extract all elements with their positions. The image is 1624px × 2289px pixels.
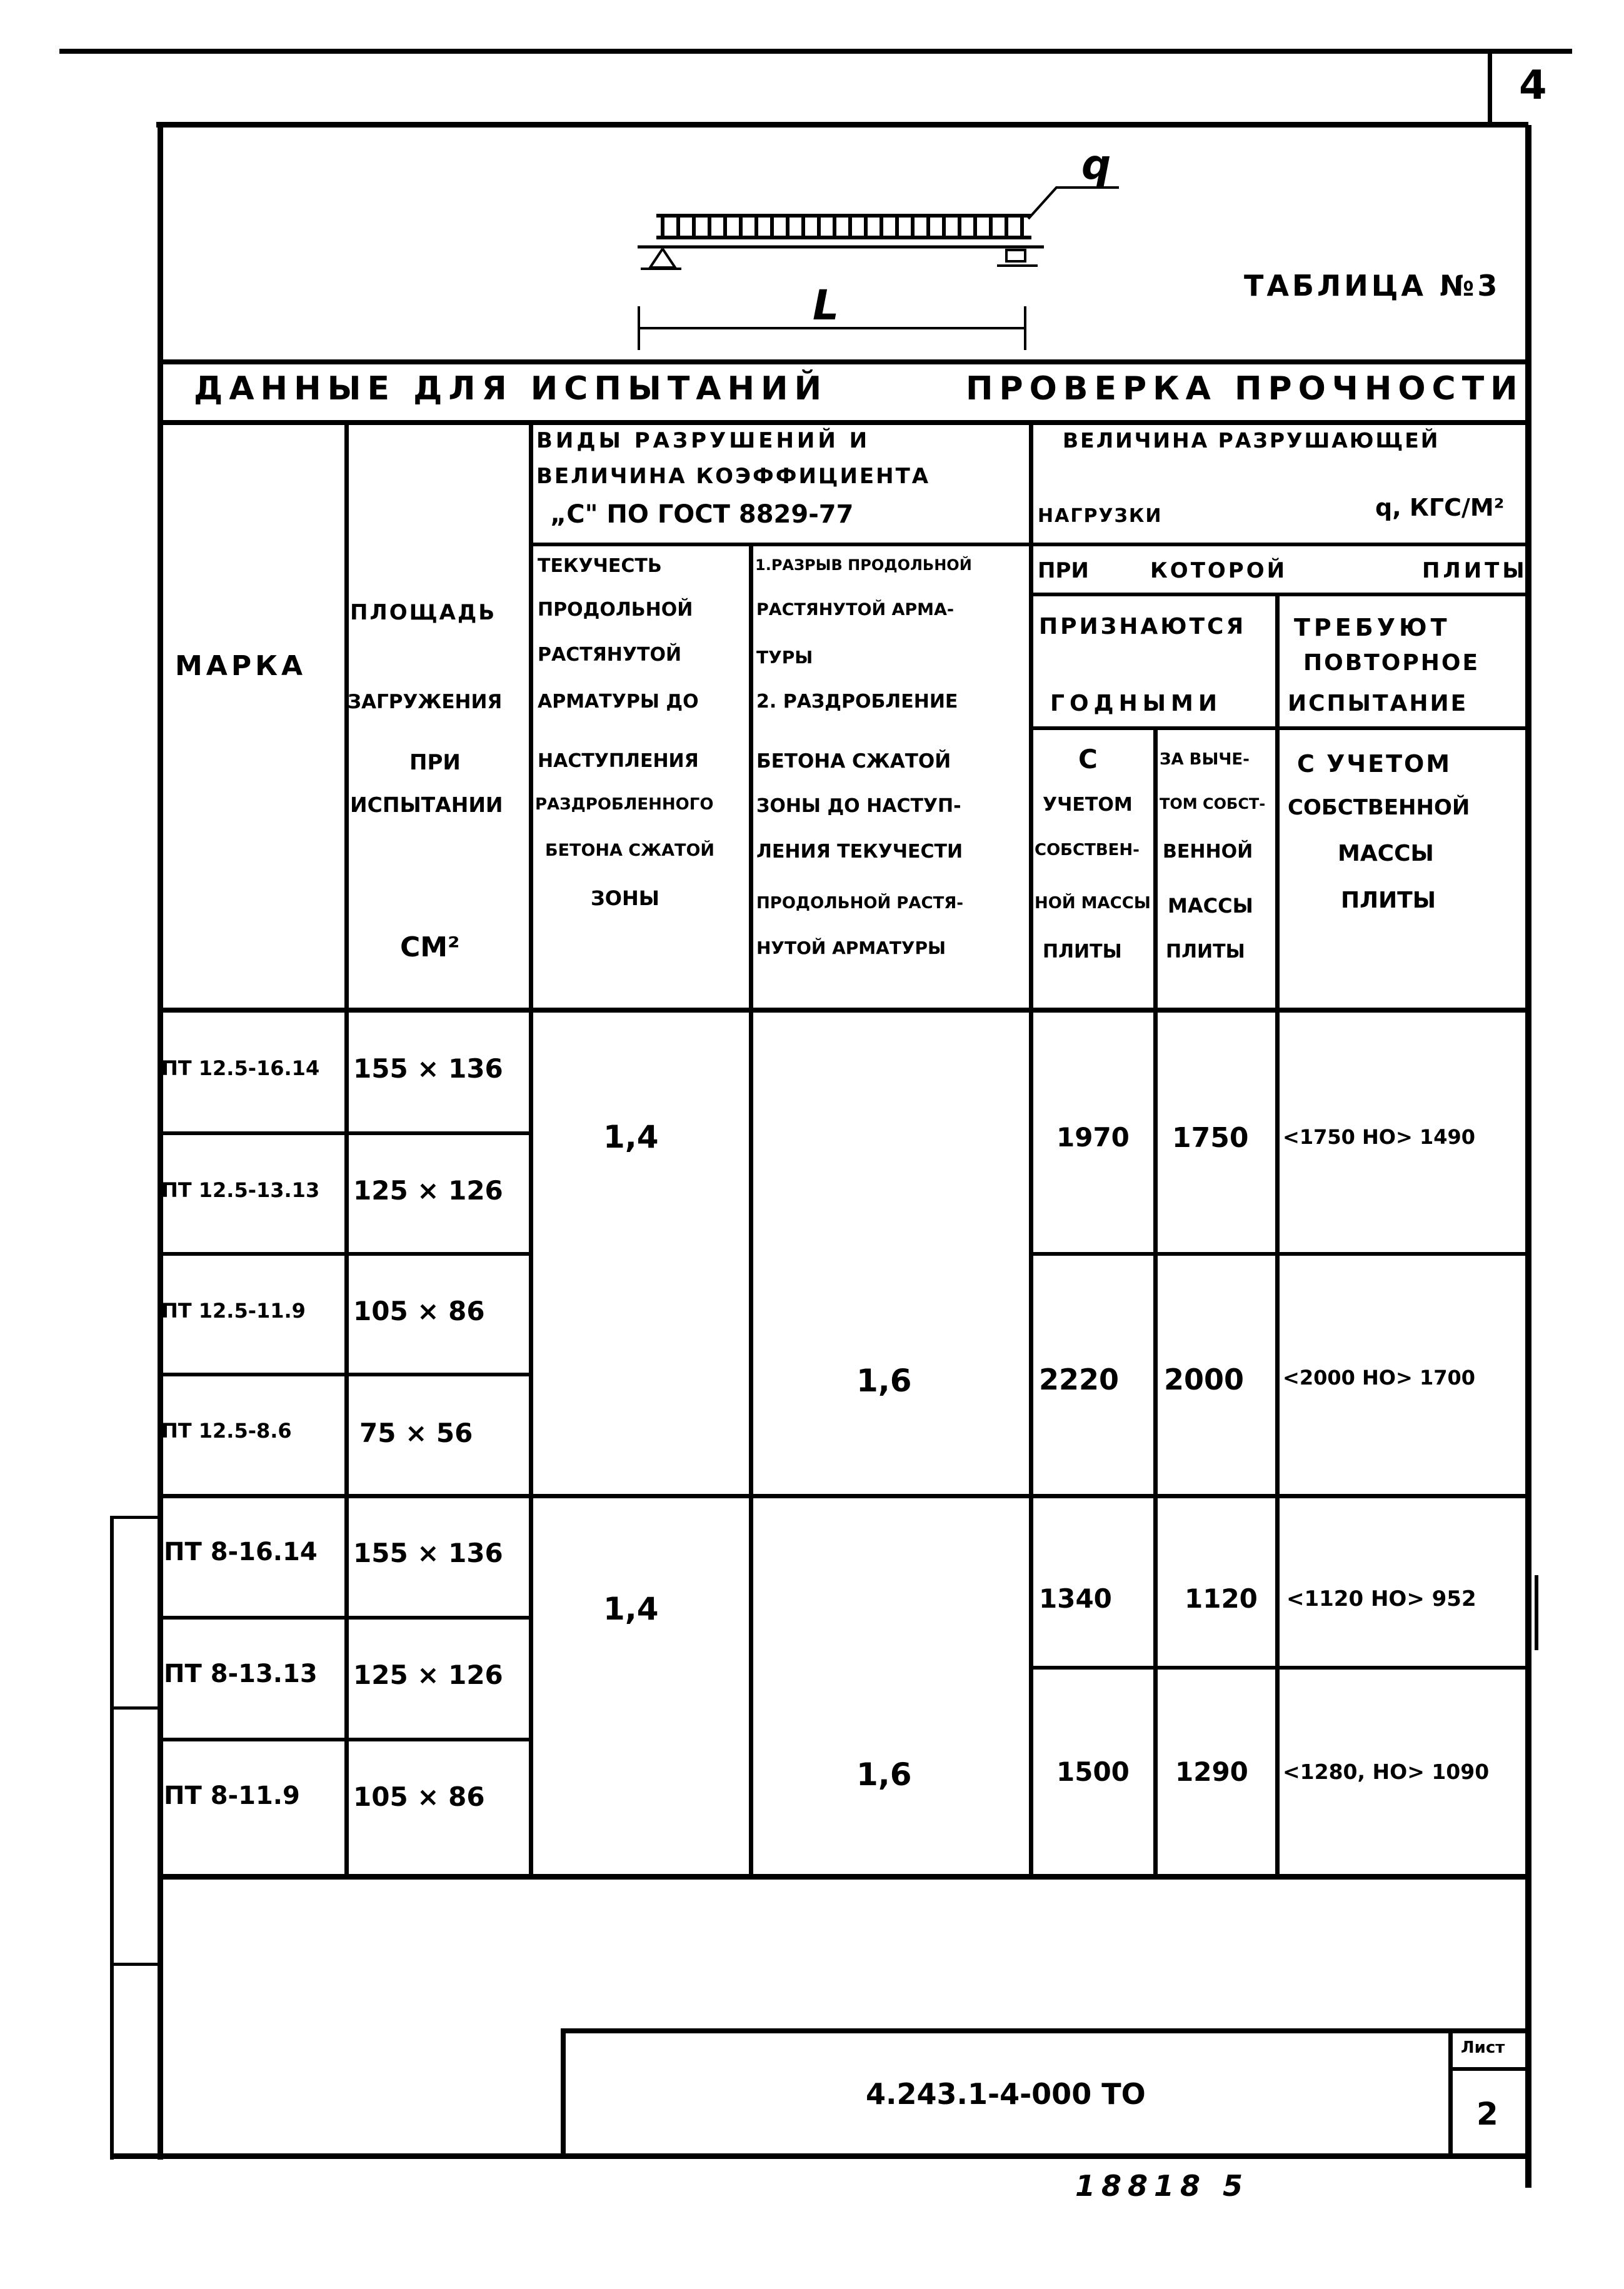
load-group-line: ВЕЛИЧИНА РАЗРУШАЮЩЕЙ <box>1063 428 1440 453</box>
row-mark: ПТ 8-13.13 <box>164 1660 318 1688</box>
header-area-line: ПЛОЩАДЬ <box>350 600 497 625</box>
col-divider <box>1153 728 1158 1880</box>
row-area: 105 × 86 <box>353 1781 485 1812</box>
col-divider <box>749 545 753 1880</box>
row-line <box>158 1738 533 1741</box>
row-line <box>158 1252 533 1256</box>
row-mark: ПТ 12.5-8.6 <box>161 1419 292 1443</box>
col-retest-line: МАССЫ <box>1338 841 1434 866</box>
row-line <box>158 1494 1530 1498</box>
retest-value: <1280, НО> 1090 <box>1283 1760 1490 1784</box>
corner-box-left <box>1488 51 1492 126</box>
with-mass-line: ПЛИТЫ <box>1043 941 1122 963</box>
stamp-sheet-label: Лист <box>1461 2038 1505 2057</box>
minus-mass-value: 1120 <box>1185 1583 1258 1614</box>
load-symbol: q <box>1081 141 1111 189</box>
right-support-icon <box>997 250 1038 266</box>
frame-left-line <box>158 122 163 2160</box>
stamp-top-line <box>561 2028 1528 2033</box>
col-divider <box>1275 595 1280 1880</box>
stamp-sheet-number: 2 <box>1476 2096 1498 2132</box>
failure-col2-line: 1.РАЗРЫВ ПРОДОЛЬНОЙ <box>755 556 972 574</box>
coef-yield-b: 1,4 <box>603 1591 659 1627</box>
distributed-load-hatch <box>656 216 1031 238</box>
header-line <box>1029 593 1529 596</box>
stamp-code: 4.243.1-4-000 ТО <box>866 2077 1146 2111</box>
beam-load-diagram <box>613 138 1163 363</box>
at-which-word: КОТОРОЙ <box>1150 558 1288 583</box>
failure-col2-line: НУТОЙ АРМАТУРЫ <box>756 938 946 958</box>
header-line <box>1029 726 1529 730</box>
with-mass-value: 1970 <box>1056 1122 1130 1153</box>
top-edge-line <box>59 49 1572 54</box>
failure-col2-line: ПРОДОЛЬНОЙ РАСТЯ- <box>756 894 964 913</box>
minus-mass-line: ТОМ СОБСТ- <box>1160 795 1266 813</box>
failure-col1-line: РАЗДРОБЛЕННОГО <box>535 795 714 814</box>
title-block <box>561 2028 1528 2158</box>
title-row-bottom <box>158 420 1530 425</box>
failure-group-line: „С" ПО ГОСТ 8829-77 <box>550 500 854 529</box>
minus-mass-value: 1290 <box>1175 1756 1248 1787</box>
with-mass-value: 1340 <box>1039 1583 1112 1614</box>
row-area: 155 × 136 <box>353 1053 503 1084</box>
margin-tick <box>110 1963 160 1966</box>
corner-number: 4 <box>1519 63 1547 109</box>
retest-value: <1120 НО> 952 <box>1286 1586 1476 1611</box>
failure-col1-line: НАСТУПЛЕНИЯ <box>538 750 699 772</box>
left-support-icon <box>641 249 681 269</box>
header-marka: МАРКА <box>175 650 307 682</box>
row-area: 155 × 136 <box>353 1538 503 1568</box>
row-line <box>158 1373 533 1376</box>
stamp-sheet-line <box>1448 2067 1528 2071</box>
load-group-line: q, КГС/М² <box>1375 494 1505 521</box>
with-mass-value: 1500 <box>1056 1756 1130 1787</box>
row-mark: ПТ 8-16.14 <box>164 1538 318 1566</box>
col-divider <box>529 420 533 1880</box>
header-area-line: ПРИ <box>409 750 461 775</box>
header-retest: ПОВТОРНОЕ <box>1303 650 1480 676</box>
row-mark: ПТ 8-11.9 <box>164 1781 300 1810</box>
header-retest: ТРЕБУЮТ <box>1294 614 1451 641</box>
row-area: 75 × 56 <box>359 1418 473 1448</box>
failure-group-line: ВИДЫ РАЗРУШЕНИЙ И <box>536 428 871 453</box>
row-mark: ПТ 12.5-16.14 <box>161 1056 320 1080</box>
row-line <box>1029 1666 1529 1670</box>
col-retest-line: ПЛИТЫ <box>1341 888 1436 913</box>
span-symbol: L <box>813 281 840 329</box>
header-line <box>529 543 1529 546</box>
table-bottom-line <box>158 1874 1530 1880</box>
col-retest-line: СОБСТВЕННОЙ <box>1288 795 1470 820</box>
failure-col2-line: БЕТОНА СЖАТОЙ <box>756 750 951 773</box>
header-area-line: ИСПЫТАНИИ <box>350 793 503 817</box>
coef-rupture-b: 1,6 <box>856 1756 912 1793</box>
failure-col2-line: ЛЕНИЯ ТЕКУЧЕСТИ <box>756 841 963 863</box>
failure-col1-line: ТЕКУЧЕСТЬ <box>538 555 662 577</box>
coef-rupture-a: 1,6 <box>856 1363 912 1399</box>
with-mass-line: НОЙ МАССЫ <box>1035 894 1151 913</box>
minus-mass-line: ЗА ВЫЧЕ- <box>1160 750 1250 769</box>
minus-mass-line: МАССЫ <box>1168 894 1253 918</box>
header-retest: ИСПЫТАНИЕ <box>1288 691 1468 716</box>
col-retest-line: С УЧЕТОМ <box>1297 750 1452 778</box>
failure-col1-line: ЗОНЫ <box>591 886 659 910</box>
stamp-left-line <box>561 2028 566 2158</box>
header-area-unit: СМ² <box>400 931 460 963</box>
archive-number: 18818 5 <box>1075 2169 1250 2203</box>
with-mass-line: СОБСТВЕН- <box>1035 841 1140 859</box>
row-area: 105 × 86 <box>353 1296 485 1326</box>
row-mark: ПТ 12.5-13.13 <box>161 1178 320 1202</box>
coef-yield-a: 1,4 <box>603 1119 659 1155</box>
frame-top-line <box>156 122 1528 128</box>
retest-value: <2000 НО> 1700 <box>1283 1366 1476 1390</box>
table-label: ТАБЛИЦА №3 <box>1244 269 1501 303</box>
retest-value: <1750 НО> 1490 <box>1283 1125 1476 1149</box>
title-row-top <box>158 359 1530 364</box>
row-line <box>158 1131 533 1135</box>
failure-col2-line: РАСТЯНУТОЙ АРМА- <box>756 600 955 619</box>
with-mass-line: УЧЕТОМ <box>1043 794 1133 816</box>
failure-col1-line: ПРОДОЛЬНОЙ <box>538 599 693 621</box>
left-heading: ДАННЫЕ ДЛЯ ИСПЫТАНИЙ <box>194 370 828 408</box>
failure-col2-line: ЗОНЫ ДО НАСТУП- <box>756 795 961 817</box>
failure-col2-line: ТУРЫ <box>756 647 813 668</box>
with-mass-line: С <box>1078 744 1098 774</box>
failure-col1-line: РАСТЯНУТОЙ <box>538 644 682 666</box>
header-bottom-line <box>158 1008 1530 1013</box>
failure-col1-line: БЕТОНА СЖАТОЙ <box>545 841 715 860</box>
margin-tick <box>110 1516 160 1519</box>
minus-mass-value: 2000 <box>1164 1363 1245 1396</box>
header-area-line: ЗАГРУЖЕНИЯ <box>348 691 503 713</box>
load-group-line: НАГРУЗКИ <box>1038 505 1163 527</box>
right-heading: ПРОВЕРКА ПРОЧНОСТИ <box>966 370 1524 408</box>
minus-mass-value: 1750 <box>1172 1122 1249 1154</box>
row-area: 125 × 126 <box>353 1660 503 1690</box>
stamp-sheet-divider <box>1448 2028 1453 2158</box>
margin-line <box>110 1516 114 2160</box>
at-which-word: ПЛИТЫ <box>1422 558 1528 583</box>
minus-mass-line: ПЛИТЫ <box>1166 941 1245 963</box>
load-leader-line <box>1028 188 1119 219</box>
margin-right-tick <box>1535 1575 1538 1650</box>
header-accepted: ГОДНЫМИ <box>1050 691 1222 716</box>
row-mark: ПТ 12.5-11.9 <box>161 1299 306 1323</box>
row-area: 125 × 126 <box>353 1175 503 1206</box>
failure-col2-line: 2. РАЗДРОБЛЕНИЕ <box>756 691 958 713</box>
row-line <box>1029 1252 1529 1256</box>
row-line <box>158 1616 533 1620</box>
col-divider <box>344 420 349 1880</box>
margin-tick <box>110 1706 160 1710</box>
failure-col1-line: АРМАТУРЫ ДО <box>538 691 699 713</box>
col-divider <box>1029 420 1033 1880</box>
header-accepted: ПРИЗНАЮТСЯ <box>1039 614 1246 639</box>
minus-mass-line: ВЕННОЙ <box>1163 841 1253 863</box>
with-mass-value: 2220 <box>1039 1363 1120 1396</box>
failure-group-line: ВЕЛИЧИНА КОЭФФИЦИЕНТА <box>536 464 931 489</box>
at-which-word: ПРИ <box>1038 558 1089 583</box>
